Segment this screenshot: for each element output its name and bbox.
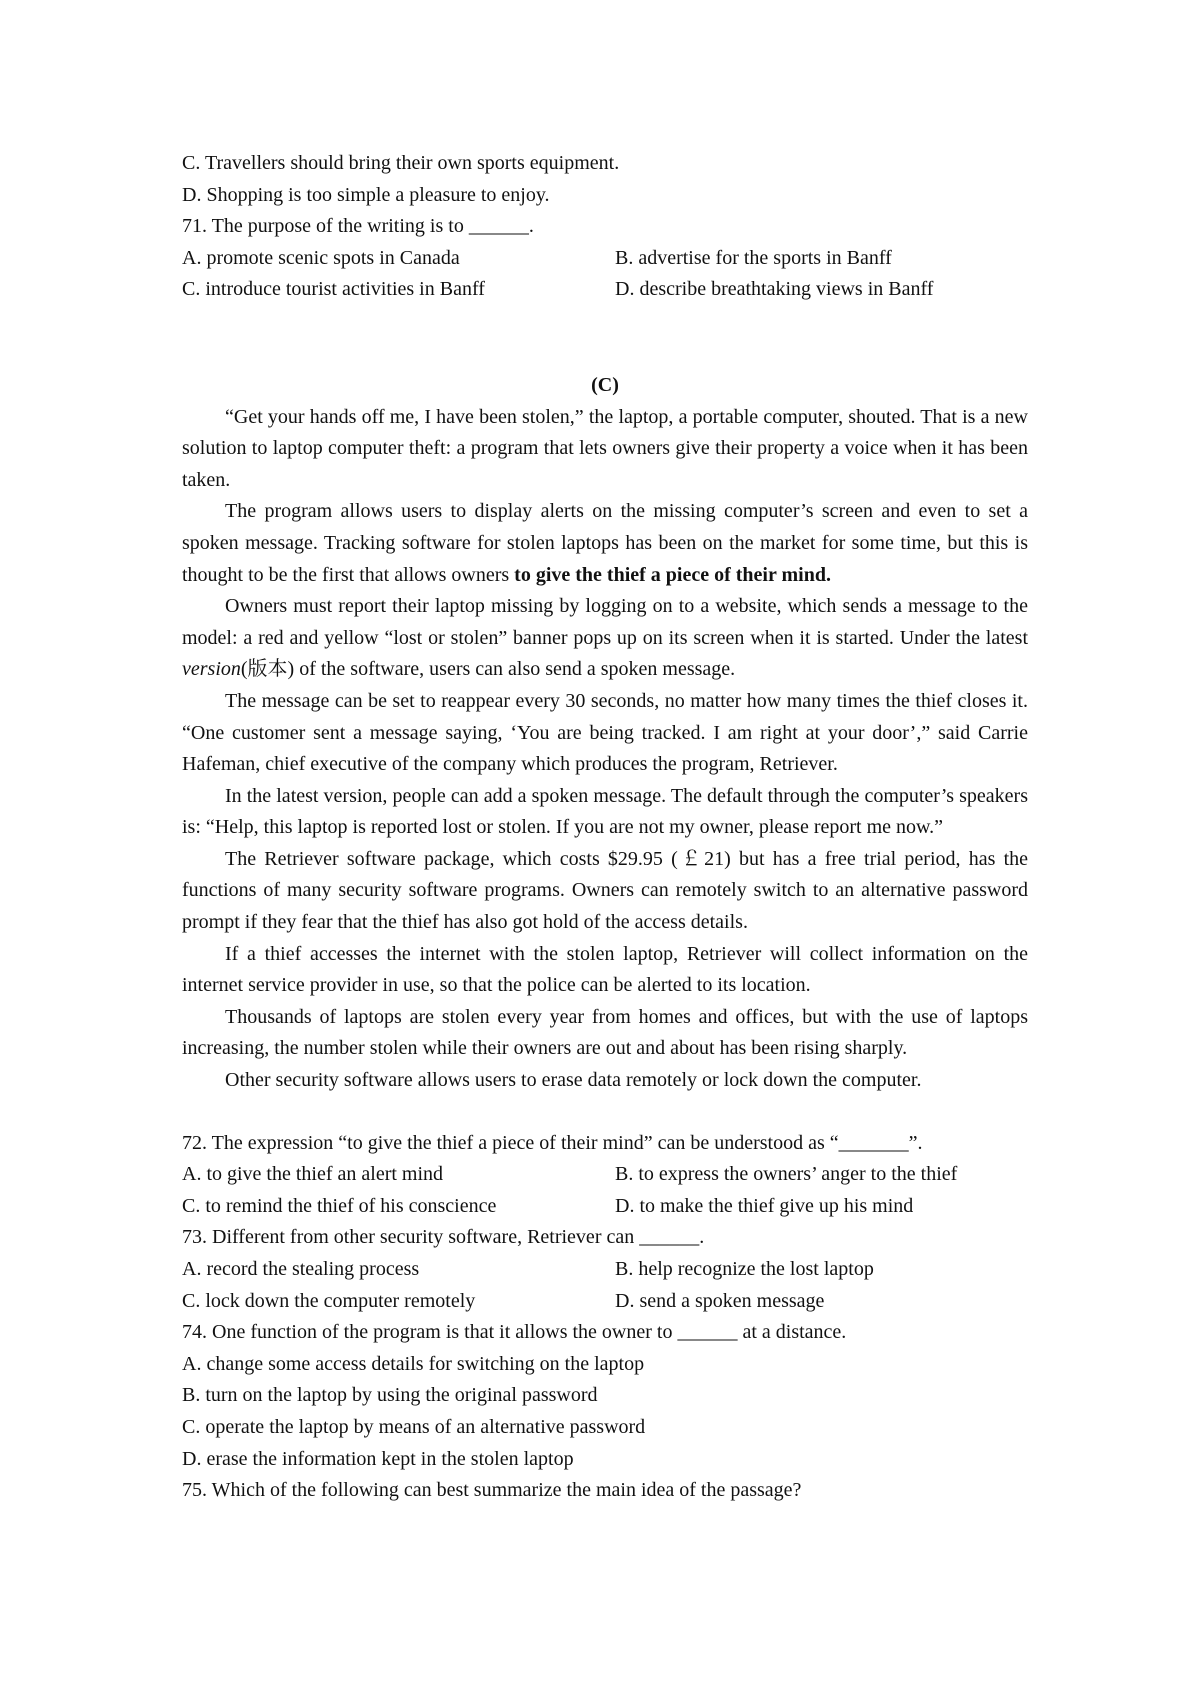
passage-paragraph-7: If a thief accesses the internet with the stolen laptop, Retriever will collect information on the internet service provider in use, so that the police can be alerted to its location. (182, 942, 1028, 997)
q73-option-c: C. lock down the computer remotely (182, 1289, 476, 1312)
q71-option-c: C. introduce tourist activities in Banff (182, 278, 485, 301)
passage-paragraph-3 (182, 591, 1028, 686)
paragraph-2-bold-phrase: to give the thief a piece of their mind. (514, 563, 831, 586)
passage-paragraph-8: Thousands of laptops are stolen every year from homes and offices, but with the use of laptops increasing, the number stolen while their owners are out and about has been rising sharply. (182, 1005, 1028, 1060)
q70-option-c: C. Travellers should bring their own sports equipment. (182, 152, 620, 174)
q73-option-a: A. record the stealing process (182, 1258, 420, 1280)
q71-option-d: D. describe breathtaking views in Banff (615, 278, 934, 301)
q73-options-row-2 (182, 1286, 1028, 1318)
paragraph-3-text: Owners must report their laptop missing by logging on to a website, which sends a message to the model: a red and yellow “lost or stolen” banner pops up on its screen when it is started. Under the latest (182, 595, 1028, 649)
q75-stem: 75. Which of the following can best summarize the main idea of the passage? (182, 1479, 802, 1502)
passage-paragraph-5: In the latest version, people can add a spoken message. The default through the computer’s speakers is: “Help, this laptop is reported lost or stolen. If you are not my owner, please report me now.” (182, 784, 1028, 839)
passage-paragraph-9: Other security software allows users to erase data remotely or lock down the computer. (225, 1069, 922, 1092)
q74-option-a: A. change some access details for switching on the laptop (182, 1352, 645, 1375)
q73-stem: 73. Different from other security software, Retriever can ______. (182, 1226, 705, 1249)
paragraph-2-text: The program allows users to display alerts on the missing computer’s screen and even to set a spoken message. Tracking software for stolen laptops has been on the market for some time, but this is thought to be the first that allows owners (182, 500, 1028, 586)
q72-option-a: A. to give the thief an alert mind (182, 1163, 444, 1186)
q71-stem: 71. The purpose of the writing is to ______. (182, 215, 534, 238)
q72-options-row-2 (182, 1191, 1028, 1223)
q72-options-row-1 (182, 1159, 1028, 1191)
passage-title: (C) (591, 373, 619, 396)
q72-option-d: D. to make the thief give up his mind (615, 1194, 914, 1217)
q74-stem: 74. One function of the program is that it allows the owner to ______ at a distance. (182, 1321, 847, 1344)
q74-option-b: B. turn on the laptop by using the original password (182, 1384, 598, 1407)
passage-paragraph-1: “Get your hands off me, I have been stolen,” the laptop, a portable computer, shouted. That is a new solution to laptop computer theft: a program that lets owners give their property a voice when it has been taken. (182, 405, 1028, 491)
q73-option-d: D. send a spoken message (615, 1289, 825, 1312)
q72-stem: 72. The expression “to give the thief a piece of their mind” can be understood as “_______”. (182, 1131, 923, 1154)
q73-options-row-1 (182, 1254, 1028, 1286)
paragraph-3-italic-word: version (182, 658, 241, 681)
paragraph-3-text-end: (版本) of the software, users can also send a spoken message. (240, 658, 736, 681)
passage-paragraph-2 (182, 496, 1028, 591)
q71-option-a: A. promote scenic spots in Canada (182, 246, 460, 269)
q72-option-c: C. to remind the thief of his conscience (182, 1194, 497, 1217)
q73-option-b: B. help recognize the lost laptop (615, 1258, 874, 1280)
passage-paragraph-6: The Retriever software package, which costs $29.95 (￡21) but has a free trial period, has the functions of many security software programs. Owners can remotely switch to an alternative password prompt if they fear that the thief has also got hold of the access details. (182, 847, 1028, 934)
exam-page (182, 148, 1028, 1507)
passage-paragraph-4: The message can be set to reappear every 30 seconds, no matter how many times the thief closes it. “One customer sent a message saying, ‘You are being tracked. I am right at your door’,” said Carrie Hafeman, chief executive of the company which produces the program, Retriever. (182, 689, 1028, 776)
q71-option-b: B. advertise for the sports in Banff (615, 246, 892, 269)
q71-options-row-2 (182, 274, 1028, 306)
q71-options-row-1 (182, 243, 1028, 275)
q74-option-c: C. operate the laptop by means of an alternative password (182, 1415, 646, 1438)
q74-option-d: D. erase the information kept in the stolen laptop (182, 1447, 574, 1470)
q72-option-b: B. to express the owners’ anger to the thief (615, 1163, 958, 1186)
q70-option-d: D. Shopping is too simple a pleasure to enjoy. (182, 183, 550, 206)
